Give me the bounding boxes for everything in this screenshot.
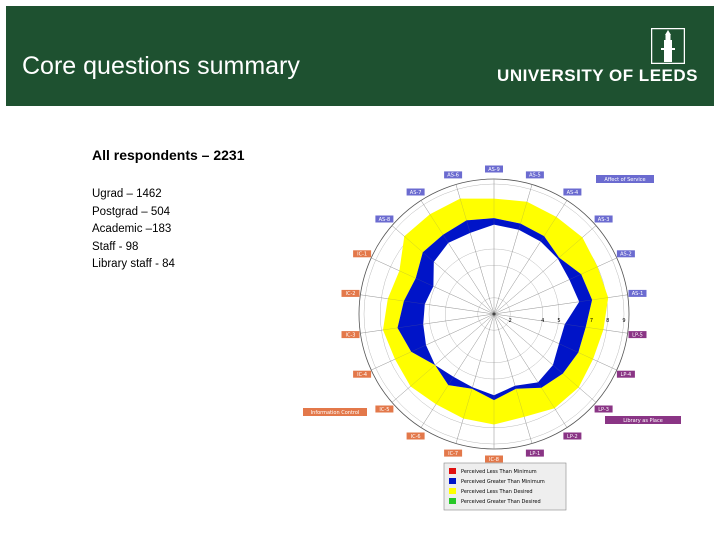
radar-tick-label: 8 [606, 318, 610, 324]
axis-label-as-7: AS-7 [409, 189, 422, 196]
respondents-heading: All respondents – 2231 [92, 147, 245, 163]
axis-label-ic-2: IC-2 [345, 291, 356, 298]
breakdown-academic: Academic –183 [92, 223, 172, 235]
axis-label-as-4: AS-4 [566, 189, 579, 196]
axis-label-ic-8: IC-8 [489, 456, 499, 463]
legend-swatch [449, 468, 456, 474]
axis-label-as-1: AS-1 [631, 291, 644, 298]
radar-center [493, 313, 496, 316]
page-title: Core questions summary [22, 52, 300, 80]
radar-tick-label: 5 [557, 318, 561, 324]
legend-swatch [449, 478, 456, 484]
dimension-label: Information Control [310, 410, 360, 416]
radar-tick-label: 4 [541, 318, 545, 324]
axis-label-ic-4: IC-4 [357, 372, 368, 378]
axis-label-as-5: AS-5 [529, 172, 541, 179]
radar-tick-label: 2 [508, 318, 512, 324]
legend-swatch [449, 498, 456, 504]
breakdown-ugrad: Ugrad – 1462 [92, 188, 162, 200]
university-logo-text: UNIVERSITY OF LEEDS [497, 66, 698, 85]
axis-label-as-8: AS-8 [378, 216, 391, 223]
legend-label: Perceived Greater Than Desired [461, 499, 541, 505]
axis-label-as-6: AS-6 [447, 172, 459, 179]
axis-label-ic-6: IC-6 [410, 433, 421, 440]
breakdown-postgrad: Postgrad – 504 [92, 205, 171, 218]
legend-label: Perceived Less Than Minimum [461, 469, 537, 475]
axis-label-ic-5: IC-5 [379, 406, 390, 413]
axis-label-as-9: AS-9 [488, 166, 500, 173]
axis-label-as-2: AS-2 [620, 251, 632, 258]
axis-label-lp-4: LP-4 [620, 372, 632, 378]
axis-label-lp-2: LP-2 [567, 433, 578, 440]
radar-tick-label: 7 [589, 318, 594, 324]
dimension-label: Affect of Service [604, 177, 646, 183]
legend-label: Perceived Greater Than Minimum [461, 479, 545, 485]
legend-swatch [449, 488, 456, 494]
axis-label-lp-1: LP-1 [529, 450, 541, 457]
axis-label-lp-3: LP-3 [598, 406, 609, 413]
legend-label: Perceived Less Than Desired [461, 489, 533, 495]
breakdown-staff: Staff - 98 [92, 240, 139, 253]
axis-label-lp-5: LP-5 [632, 332, 643, 339]
axis-label-ic-3: IC-3 [345, 332, 356, 339]
breakdown-library-staff: Library staff - 84 [92, 258, 175, 270]
axis-label-ic-7: IC-7 [448, 450, 459, 457]
axis-label-as-3: AS-3 [597, 216, 610, 223]
axis-label-ic-1: IC-1 [357, 251, 368, 258]
dimension-label: Library as Place [623, 418, 663, 424]
radar-tick-label: 9 [622, 318, 626, 324]
